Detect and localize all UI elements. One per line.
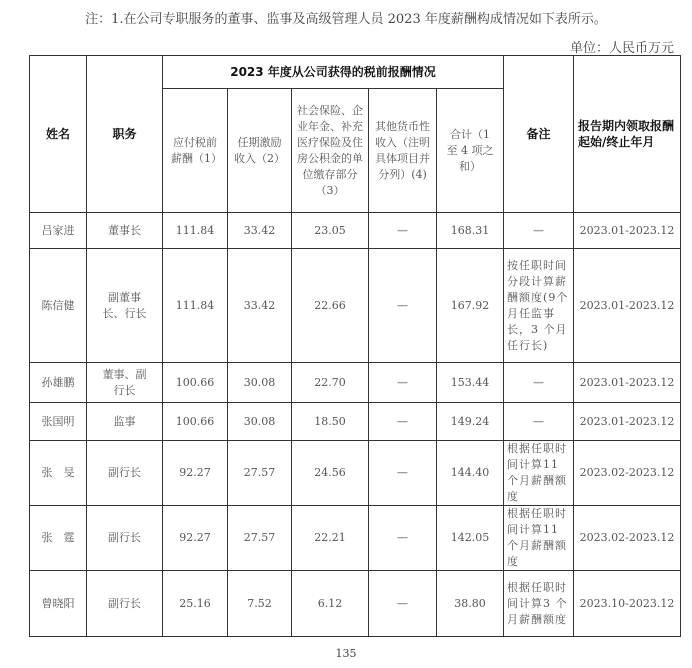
table-row [30,213,681,249]
cell-c3: 6.12 [292,571,369,637]
cell-c2: 33.42 [228,213,292,249]
cell-total: 149.24 [437,403,504,441]
cell-period: 2023.10-2023.12 [574,571,681,637]
cell-remark: 根据任职时间计算11 个月薪酬额度 [504,441,574,506]
cell-position: 董事长 [87,213,163,249]
header-name: 姓名 [30,56,87,213]
cell-c2: 27.57 [228,441,292,506]
cell-position: 副行长 [87,506,163,571]
cell-name: 曾晓阳 [30,571,87,637]
cell-total: 144.40 [437,441,504,506]
cell-c1: 92.27 [163,506,228,571]
cell-period: 2023.01-2023.12 [574,249,681,363]
cell-remark: 按任职时间分段计算薪酬额度(9个月任监事长，3 个月任行长) [504,249,574,363]
cell-c3: 18.50 [292,403,369,441]
cell-c1: 111.84 [163,213,228,249]
cell-total: 142.05 [437,506,504,571]
cell-c2: 7.52 [228,571,292,637]
cell-total: 168.31 [437,213,504,249]
cell-name: 张国明 [30,403,87,441]
cell-total: 153.44 [437,363,504,403]
cell-name: 张 旻 [30,441,87,506]
cell-c3: 23.05 [292,213,369,249]
header-total: 合计（1 至 4 项之和） [437,89,504,213]
cell-c4: — [369,249,437,363]
table-row [30,571,681,637]
table-row [30,363,681,403]
cell-c4: — [369,403,437,441]
unit-label: 单位：人民币万元 [569,41,674,56]
cell-total: 38.80 [437,571,504,637]
header-c3: 社会保险、企业年金、补充医疗保险及住房公积金的单位缴存部分（3） [292,89,369,213]
header-group: 2023 年度从公司获得的税前报酬情况 [163,56,504,89]
cell-period: 2023.02-2023.12 [574,441,681,506]
cell-name: 吕家进 [30,213,87,249]
table-note: 注：1.在公司专职服务的董事、监事及高级管理人员 2023 年度薪酬构成情况如下表所示。 [85,12,607,27]
cell-c2: 33.42 [228,249,292,363]
cell-period: 2023.01-2023.12 [574,363,681,403]
cell-c4: — [369,506,437,571]
cell-c4: — [369,571,437,637]
cell-c4: — [369,363,437,403]
table-row [30,441,681,506]
cell-remark: 根据任职时间计算11 个月薪酬额度 [504,506,574,571]
cell-period: 2023.01-2023.12 [574,403,681,441]
page-number: 135 [335,647,357,660]
cell-c2: 30.08 [228,363,292,403]
cell-name: 孙雄鹏 [30,363,87,403]
cell-period: 2023.02-2023.12 [574,506,681,571]
cell-position: 副行长 [87,571,163,637]
cell-c3: 22.70 [292,363,369,403]
cell-position: 董事、副行长 [87,363,163,403]
cell-remark: 根据任职时间计算3 个月薪酬额度 [504,571,574,637]
cell-remark: — [504,213,574,249]
cell-c2: 30.08 [228,403,292,441]
table-row [30,506,681,571]
cell-remark: — [504,403,574,441]
cell-c1: 25.16 [163,571,228,637]
cell-c3: 22.21 [292,506,369,571]
header-c4: 其他货币性收入（注明具体项目并分列）(4) [369,89,437,213]
cell-c1: 100.66 [163,363,228,403]
cell-period: 2023.01-2023.12 [574,213,681,249]
table-row [30,249,681,363]
cell-total: 167.92 [437,249,504,363]
cell-remark: — [504,363,574,403]
table-row [30,403,681,441]
header-period: 报告期内领取报酬起始/终止年月 [574,56,681,213]
cell-position: 副董事长、行长 [87,249,163,363]
header-c1: 应付税前薪酬（1） [163,89,228,213]
header-c2: 任期激励收入（2） [228,89,292,213]
cell-c2: 27.57 [228,506,292,571]
cell-c1: 111.84 [163,249,228,363]
cell-position: 副行长 [87,441,163,506]
cell-c1: 92.27 [163,441,228,506]
cell-name: 陈信健 [30,249,87,363]
compensation-table [29,55,681,637]
header-remark: 备注 [504,56,574,213]
cell-c3: 22.66 [292,249,369,363]
cell-c4: — [369,441,437,506]
cell-c3: 24.56 [292,441,369,506]
cell-c1: 100.66 [163,403,228,441]
header-position: 职务 [87,56,163,213]
cell-position: 监事 [87,403,163,441]
cell-c4: — [369,213,437,249]
cell-name: 张 霆 [30,506,87,571]
